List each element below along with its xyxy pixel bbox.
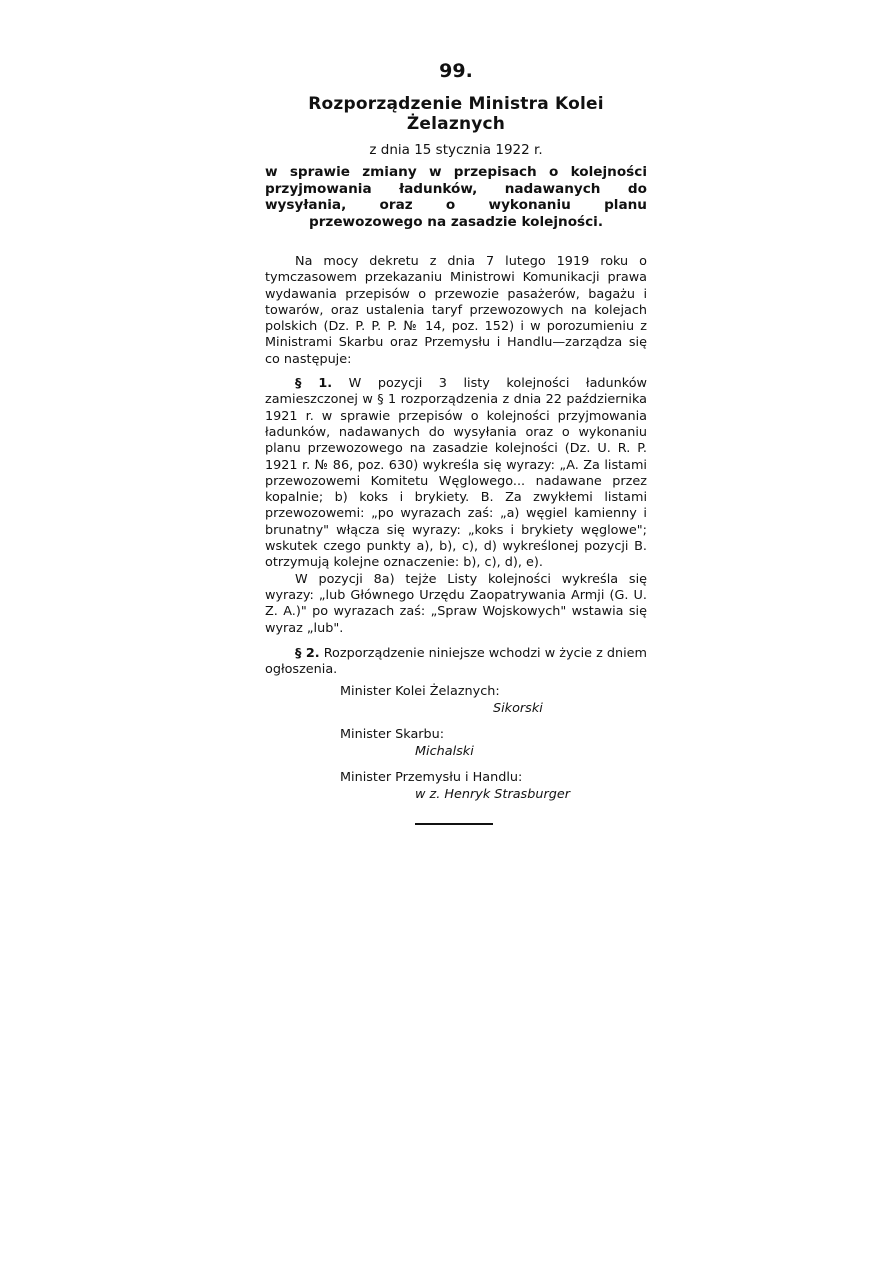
signature-role: Minister Przemysłu i Handlu: [340, 770, 523, 786]
signature-block [265, 684, 647, 717]
section-2-text: Rozporządzenie niniejsze wchodzi w życie z dniem ogłoszenia. [265, 645, 647, 678]
signatures [265, 684, 647, 803]
section-1-label: § 1. [295, 376, 333, 392]
closing-rule [415, 823, 493, 825]
document-date: z dnia 15 stycznia 1922 r. [369, 142, 543, 158]
page-number: 99. [439, 60, 473, 82]
document-subject: w sprawie zmiany w przepisach o kolejności przyjmowania ładunków, nadawanych do wysyłania, oraz o wykonaniu planu przewozowego na zasadzie kolejności. [265, 164, 647, 230]
section-1-paragraph [265, 376, 647, 572]
section-2-label: § 2. [295, 645, 320, 661]
section-1-paragraph-2: W pozycji 8a) tejże Listy kolejności wykreśla się wyrazy: „lub Głównego Urzędu Zaopatrywania Armji (G. U. Z. A.)" po wyrazach zaś: „Spraw Wojskowych" wstawia się wyraz „lub". [265, 571, 647, 636]
signature-role: Minister Kolei Żelaznych: [340, 684, 500, 700]
section-1-text: W pozycji 3 listy kolejności ładunków zamieszczonej w § 1 rozporządzenia z dnia 22 października 1921 r. w sprawie przepisów o kolejności przyjmowania ładunków, nadawanych do wysyłania oraz o wykonaniu planu przewozowego na zasadzie kolejności (Dz. U. R. P. 1921 r. № 86, poz. 630) wykreśla się wyrazy: „A. Za listami przewozowemi Komitetu Węglowego... nadawane przez kopalnie; b) koks i brykiety. B. Za zwykłemi listami przewozowemi: „po wyrazach zaś: „a) węgiel kamienny i brunatny" włącza się wyrazy: „koks i brykiety węglowe"; wskutek czego punkty a), b), c), d) wykreślonej pozycji B. otrzymują kolejne oznaczenie: b), c), d), e). [265, 376, 648, 571]
document-body [265, 254, 647, 678]
signature-block [265, 727, 647, 760]
signature-name: Michalski [415, 743, 474, 759]
signature-name: w z. Henryk Strasburger [415, 786, 570, 802]
signature-role: Minister Skarbu: [340, 727, 445, 743]
preamble-paragraph: Na mocy dekretu z dnia 7 lutego 1919 roku o tymczasowem przekazaniu Ministrowi Komunikacji prawa wydawania przepisów o przewozie pasażerów, bagażu i towarów, oraz ustalenia taryf przewozowych na kolejach polskich (Dz. P. P. P. № 14, poz. 152) i w porozumieniu z Ministrami Skarbu oraz Przemysłu i Handlu—zarządza się co następuje: [265, 254, 647, 367]
document-page [265, 60, 647, 825]
signature-block [265, 770, 647, 803]
document-title: Rozporządzenie Ministra Kolei Żelaznych [308, 94, 604, 134]
signature-name: Sikorski [493, 700, 543, 716]
section-2-paragraph [265, 646, 647, 679]
